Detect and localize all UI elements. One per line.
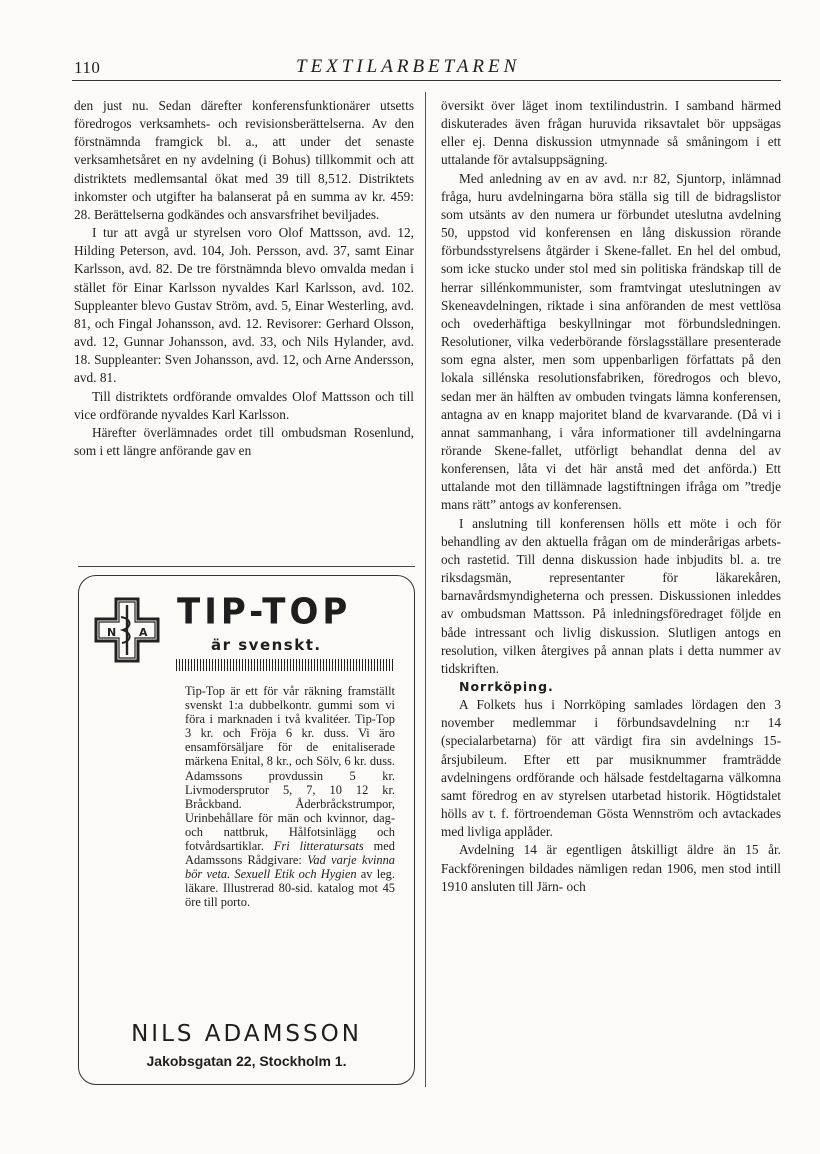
cross-letter-left: N	[107, 626, 117, 639]
page-number: 110	[74, 58, 101, 77]
ad-decorative-stripe	[176, 659, 394, 671]
advertisement	[78, 575, 415, 1085]
left-paragraph-4: Härefter överlämnades ordet till ombudsman Rosenlund, som i ett längre anförande gav en	[74, 424, 414, 458]
left-column	[74, 97, 414, 460]
ad-body-part-1: Tip-Top är ett för vår räkning framställt svenskt 1:a dubbelkontr. gummi som vi föra i marknaden i två kvalitéer. Tip-Top 3 kr. och Fröja 6 kr. duss. Vi äro ensamförsäljare för de enitaliserade märkena Enital, 8 kr., och Sölv, 6 kr. duss. Adamssons provdussin 5 kr. Livmodersprutor 5, 7, 10 12 kr. Bråckband. Åderbråckstrumpor, Urinbehållare för män och kvinnor, dag- och nattbruk, Hålfotsinlägg och fotvårdsartiklar.	[185, 684, 395, 854]
column-divider	[425, 92, 426, 1087]
ad-body-italic-2: Vad varje kvinna bör veta. Sexuell Etik och Hygien	[185, 853, 395, 882]
ad-company-name: NILS ADAMSSON	[131, 1021, 362, 1047]
left-paragraph-2: I tur att avgå ur styrelsen voro Olof Mattsson, avd. 12, Hilding Peterson, avd. 104, Joh. Persson, avd. 37, samt Einar Karlsson, avd. 82. De tre förstnämnda blevo omvalda medan i stället för Einar Karlsson nyvaldes Karl Karlsson, avd. 102. Suppleanter blevo Gustav Ström, avd. 5, Einar Westerling, avd. 81, och Fingal Johansson, avd. 12. Revisorer: Gerhard Olsson, avd. 12, Gunnar Johansson, avd. 33, och Nils Hylander, avd. 18. Suppleanter: Sven Johansson, avd. 12, och Arne Andersson, avd. 81.	[74, 225, 414, 386]
ad-body-italic-1: Fri litteratursats	[273, 839, 364, 854]
cross-letter-right: A	[139, 626, 148, 639]
right-paragraph-1: översikt över läget inom textilindustrin. I samband härmed diskuterades även frågan huruvida riksavtalet bör uppsägas eller ej. Denna diskussion utmynnade så småningom i ett uttalande för avtalsuppsägning.	[441, 98, 781, 168]
right-column	[441, 97, 781, 896]
left-paragraph-1: den just nu. Sedan därefter konferensfunktionärer utsetts föredrogos verksamhets- och revisionsberättelserna. Av den förstnämnda framgick bl. a., att under det senaste verksamhetsåret en ny avdelning (i Bohus) tillkommit och att distriktets medlemsantal ökat med 39 till 8,512. Distriktets inkomster och utgifter ha balanserat på en summa av kr. 459: 28. Berättelserna godkändes och ansvarsfrihet beviljades.	[74, 98, 414, 222]
right-paragraph-2: Med anledning av en av avd. n:r 82, Sjuntorp, inlämnad fråga, huru avdelningarna böra ställa sig till de bidragslistor som utsänts av den numera ur förbundet uteslutna avdelning 50, uppstod vid konferensen en lång diskussion rörande förbundsstyrelsens åtgärder i Skene-fallet. En hel del ombud, som icke stucko under stol med sin politiska frändskap till de herrar sillénkommunister, som framtvingat uteslutningen av Skeneavdelningen, riktade i sina anföranden de mest vettlösa och ovederhäftiga beskyllningar mot förbundsledningen. Resolutioner, vilka vederbörande förslagsställare presenterade som egna alster, men som uppenbarligen författats på den lokala sillénska resolutionsfabriken, föredrogos och blevo, sedan mer än hälften av ombuden tvingats lämna konferensen, antagna av en knapp majoritet bland de kvarvarande. (Då vi i annat sammanhang, i våra informationer till avdelningarna rörande Skene-fallet, utförligt behandlat denna del av konferensen, låta vi det här anstå med det anförda.) Ett uttalande mot den tillämnade lagstiftningen ifråga om ”tredje mans rätt” antogs av konferensen.	[441, 170, 781, 513]
ad-body-text	[185, 684, 395, 910]
advertisement-top-rule	[78, 566, 415, 567]
running-title: TEXTILARBETAREN	[296, 56, 521, 77]
left-paragraph-3: Till distriktets ordförande omvaldes Olof Mattsson och till vice ordförande nyvaldes Karl Karlsson.	[74, 388, 414, 422]
red-cross-logo-icon	[94, 597, 160, 663]
section-heading-norrkoping: Norrköping.	[459, 679, 554, 694]
ad-body-part-3: av leg. läkare. Illustrerad 80-sid. katalog mot 45 öre till porto.	[185, 867, 395, 910]
right-paragraph-4: A Folkets hus i Norrköping samlades lördagen den 3 november medlemmar i förbundsavdelning n:r 14 (specialarbetarna) för att värdigt fira sin avdelnings 15-årsjubileum. Efter ett par musiknummer framträdde avdelningens ordförande och hälsade festdeltagarna välkomna samt föredrog en av styrelsen utarbetad historik. Högtidstalet hölls av t. f. förtroendeman Gösta Wennström och avtackades med livliga applåder.	[441, 697, 781, 840]
ad-brand-name: TIP-TOP	[177, 591, 352, 633]
right-paragraph-3: I anslutning till konferensen hölls ett möte i och för behandling av den aktuella frågan om de minderårigas arbets- och rastetid. Till denna diskussion hade inbjudits bl. a. tre riksdagsmän, representanter för läkarekåren, barnavårdsmyndigheterna och pressen. Diskussionen inleddes av ombudsman Mattsson. På inledningsföredraget följde en både intressant och livlig diskussion. Slutligen antogs en resolution, vilken återgives på annan plats i detta nummer av tidskriften.	[441, 515, 781, 676]
ad-slogan: är svenskt.	[211, 636, 322, 654]
ad-company-address: Jakobsgatan 22, Stockholm 1.	[146, 1053, 347, 1069]
right-paragraph-5: Avdelning 14 är egentligen åtskilligt äldre än 15 år. Fackföreningen bildades nämligen redan 1906, men stod intill 1910 ansluten till Järn- och	[441, 842, 781, 894]
header-rule	[72, 80, 781, 81]
ad-body-part-2: med Adamssons Rådgivare:	[185, 839, 395, 868]
